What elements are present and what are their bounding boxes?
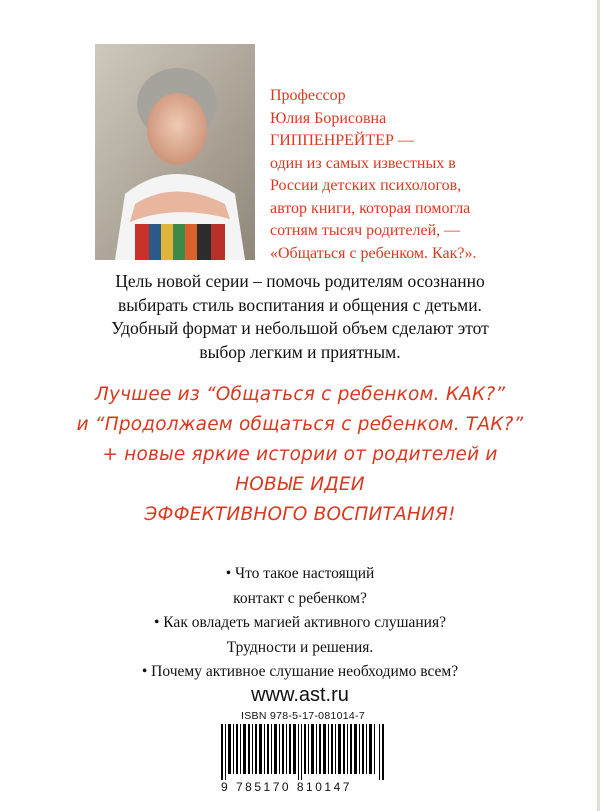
isbn-label: ISBN 978-5-17-081014-7 bbox=[241, 710, 365, 722]
author-line: Профессор bbox=[270, 87, 346, 104]
barcode-number: 9 785170 810147 bbox=[221, 780, 352, 794]
series-line: Удобный формат и небольшой объем сделают этот bbox=[111, 318, 489, 338]
promo-line: ЭФФЕКТИВНОГО ВОСПИТАНИЯ! bbox=[144, 504, 456, 525]
series-line: Цель новой серии – помочь родителям осознанно bbox=[115, 271, 485, 291]
author-photo bbox=[95, 44, 255, 260]
series-description bbox=[0, 270, 600, 364]
bullet-item: • Почему активное слушание необходимо всем? bbox=[141, 663, 459, 680]
author-line: автор книги, которая помогла bbox=[270, 199, 471, 217]
author-bio bbox=[270, 85, 590, 265]
author-line: ГИППЕНРЕЙТЕР — bbox=[270, 132, 414, 149]
website-url: www.ast.ru bbox=[251, 684, 349, 706]
bullet-list bbox=[0, 562, 600, 685]
bullet-item: • Что такое настоящий bbox=[225, 565, 375, 582]
bullet-item: контакт с ребенком? bbox=[233, 589, 367, 607]
bullet-item: Трудности и решения. bbox=[226, 638, 374, 656]
promo-line: и “Продолжаем общаться с ребенком. ТАК?” bbox=[76, 414, 524, 435]
series-line: выбор легким и приятным. bbox=[199, 341, 401, 362]
promo-line: Лучшее из “Общаться с ребенком. КАК?” bbox=[94, 384, 506, 405]
author-line: Юлия Борисовна bbox=[270, 109, 387, 127]
author-line: «Общаться с ребенком. Как?». bbox=[270, 244, 477, 262]
promo-text bbox=[0, 380, 600, 530]
series-line: выбирать стиль воспитания и общения с детьми. bbox=[118, 294, 482, 315]
promo-line: НОВЫЕ ИДЕИ bbox=[235, 474, 365, 495]
author-line: один из самых известных в bbox=[270, 154, 456, 172]
promo-line: + новые яркие истории от родителей и bbox=[102, 444, 498, 465]
bullet-item: • Как овладеть магией активного слушания? bbox=[154, 614, 446, 631]
author-line: России детских психологов, bbox=[270, 177, 462, 194]
barcode bbox=[221, 724, 385, 785]
author-line: сотням тысяч родителей, — bbox=[270, 222, 461, 239]
